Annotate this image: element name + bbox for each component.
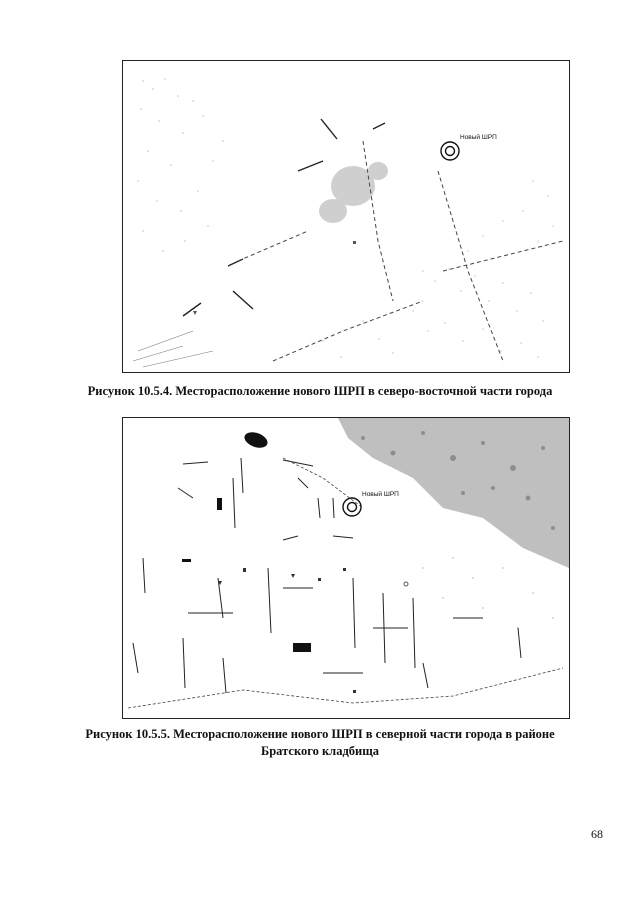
new-gas-regulator-label: Новый ШРП [362,491,399,498]
page-number: 68 [591,827,603,841]
caption-line-2: Братского кладбища [260,744,380,758]
lower-left-lines [133,331,213,367]
new-gas-regulator-label: Новый ШРП [460,134,497,141]
figure-caption-10-5-5 [0,726,640,760]
map-drawing [123,61,569,372]
small-marks [218,568,408,693]
vegetation-cluster [319,162,388,223]
dashed-roads [238,141,563,361]
new-gas-regulator-marker-icon [439,140,461,162]
street-grid-right [322,268,544,358]
roads [183,119,385,316]
map-figure-10-5-4 [122,60,570,373]
new-gas-regulator-marker-icon [341,496,363,518]
street-grid-left [137,78,224,252]
figure-caption-10-5-4: Рисунок 10.5.4. Месторасположение нового ШРП в северо-восточной части города [87,384,553,398]
map-drawing [123,418,569,718]
small-marks [193,241,356,315]
caption-line-1: Рисунок 10.5.5. Месторасположение нового ШРП в северной части города в районе [85,727,555,741]
map-figure-10-5-5 [122,417,570,719]
